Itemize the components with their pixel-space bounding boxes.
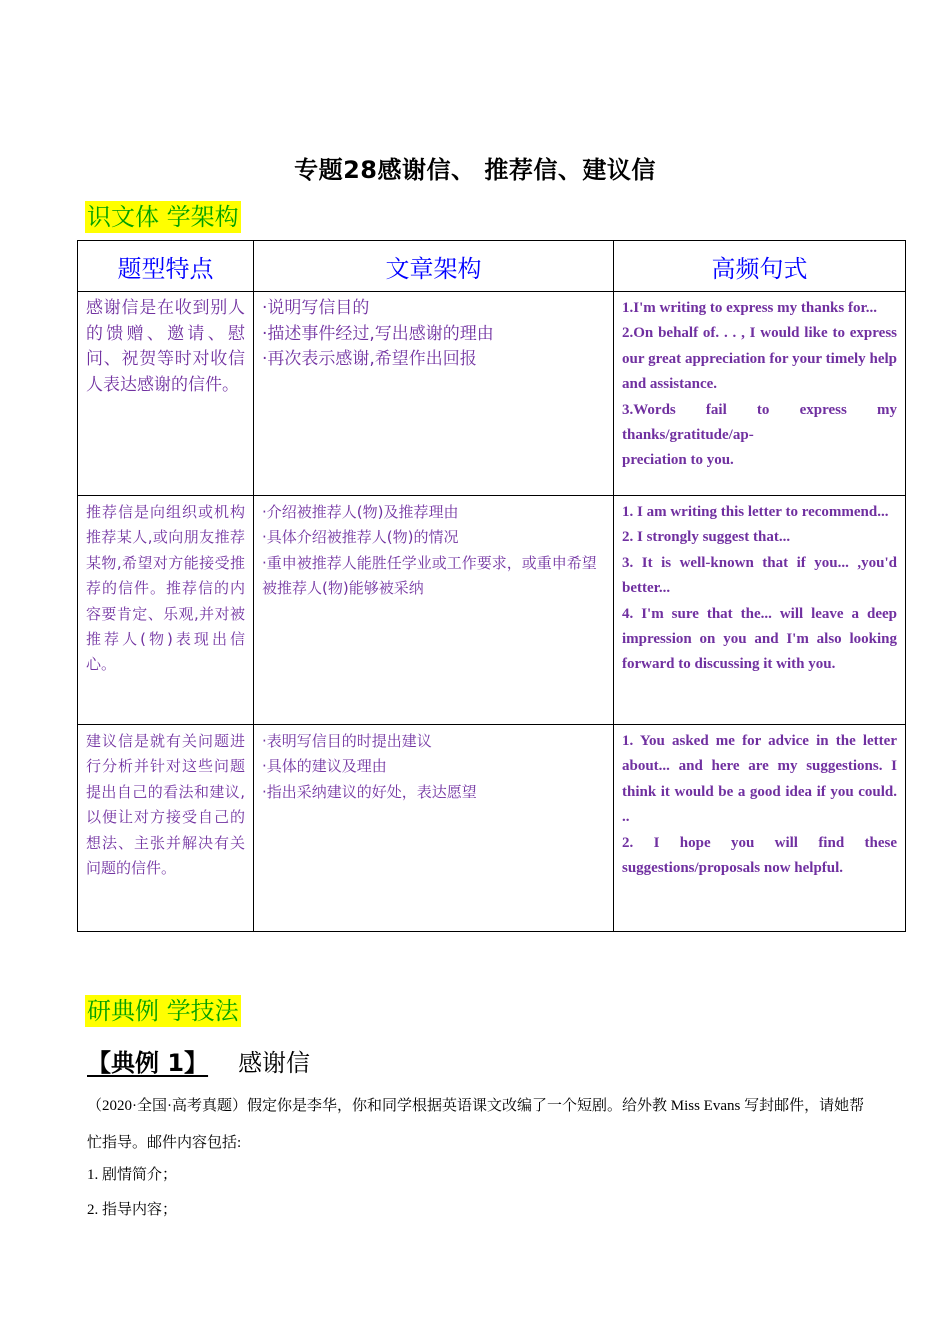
- structure-item: ·具体介绍被推荐人(物)的情况: [262, 528, 459, 547]
- feature-cell: 感谢信是在收到别人的馈赠、邀请、慰问、祝贺等时对收信人表达感谢的信件。: [78, 292, 254, 496]
- structure-item: ·说明写信目的: [262, 298, 370, 318]
- sentence-item: 1. You asked me for advice in the letter about... and here are my suggestions. I think it would be a good idea if you could. ..: [622, 733, 897, 826]
- table-row: [78, 292, 906, 496]
- sentences-cell: [614, 496, 906, 725]
- example-item: 1. 剧情简介；: [87, 1167, 178, 1183]
- letter-types-table: [77, 240, 906, 932]
- sentence-item: 2.On behalf of. . . , I would like to express our great appreciation for your timely help and assistance.: [622, 325, 897, 393]
- structure-item: ·具体的建议及理由: [262, 757, 387, 776]
- structure-item: ·介绍被推荐人(物)及推荐理由: [262, 503, 459, 521]
- example-item: 2. 指导内容；: [87, 1202, 178, 1218]
- sentences-cell: [614, 292, 906, 496]
- sentence-item: preciation to you.: [622, 452, 734, 469]
- section-heading-examples: 研典例 学技法: [87, 997, 239, 1025]
- header-structure: 文章架构: [254, 241, 614, 292]
- example-heading: [87, 1043, 310, 1078]
- structure-item: ·表明写信目的时提出建议: [262, 732, 432, 750]
- example-topic: 感谢信: [238, 1049, 311, 1077]
- sentence-item: 1. I am writing this letter to recommend...: [622, 504, 889, 520]
- structure-item: ·描述事件经过,写出感谢的理由: [262, 323, 494, 344]
- table-row: [78, 725, 906, 932]
- structure-item: ·再次表示感谢,希望作出回报: [262, 349, 477, 369]
- structure-cell: [254, 725, 614, 932]
- page-title: 专题28感谢信、 推荐信、建议信: [294, 156, 656, 184]
- structure-cell: [254, 496, 614, 725]
- example-label: 【典例 1】: [87, 1049, 209, 1077]
- sentence-item: 4. I'm sure that the... will leave a deep impression on you and I'm also looking forward to discussing it with you.: [622, 605, 897, 673]
- sentence-item: 1.I'm writing to express my thanks for...: [622, 300, 878, 316]
- sentence-item: 2. I strongly suggest that...: [622, 529, 791, 546]
- sentence-item: 3. It is well-known that if you... ,you'd better...: [622, 554, 897, 597]
- section-heading-genre: 识文体 学架构: [87, 203, 239, 231]
- feature-cell: 推荐信是向组织或机构推荐某人,或向朋友推荐某物,希望对方能接受推荐的信件。推荐信的内容要肯定、乐观,并对被推荐人(物)表现出信心。: [78, 496, 254, 725]
- header-sentences: 高频句式: [614, 241, 906, 292]
- header-feature: 题型特点: [78, 241, 254, 292]
- structure-item: ·指出采纳建议的好处，表达愿望: [262, 782, 477, 801]
- example-intro: （2020·全国·高考真题）假定你是李华，你和同学根据英语课文改编了一个短剧。给外教 Miss Evans 写封邮件，请她帮忙指导。邮件内容包括:: [87, 1098, 865, 1151]
- table-row: [78, 496, 906, 725]
- sentence-item: 3.Words fail to express my thanks/gratitude/ap-: [622, 401, 897, 444]
- structure-item: ·重申被推荐人能胜任学业或工作要求，或重申希望被推荐人(物)能够被采纳: [262, 553, 597, 598]
- table-header-row: [78, 241, 906, 292]
- structure-cell: [254, 292, 614, 496]
- feature-cell: 建议信是就有关问题进行分析并针对这些问题提出自己的看法和建议,以便让对方接受自己的想法、主张并解决有关问题的信件。: [78, 725, 254, 932]
- sentences-cell: [614, 725, 906, 932]
- sentence-item: 2. I hope you will find these suggestions/proposals now helpful.: [622, 834, 897, 877]
